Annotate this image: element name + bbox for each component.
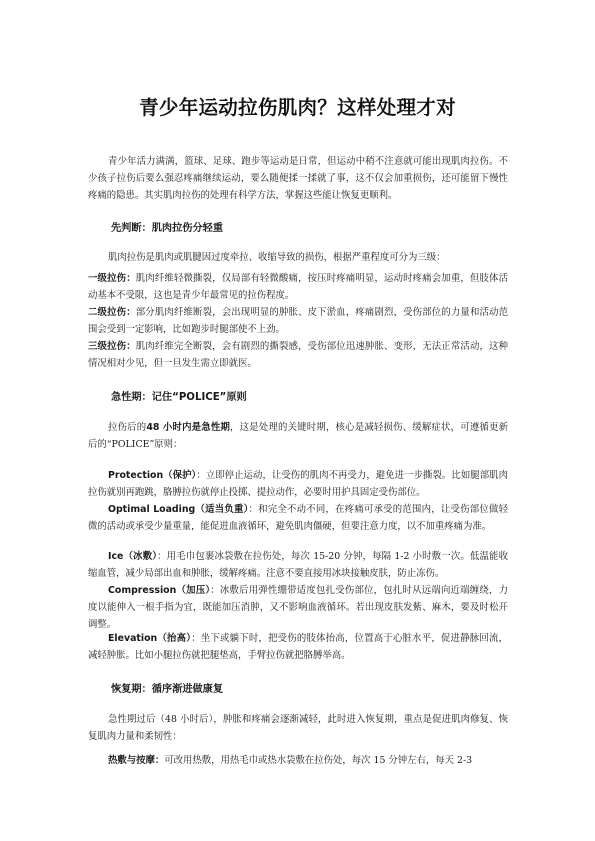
- grade-three-text: 肌肉纤维完全断裂，会有剧烈的撕裂感，受伤部位迅速肿胀、变形，无法正常活动，这种情况相对少见，但一旦发生需立即就医。: [88, 341, 508, 369]
- section-heading-assessment: 先判断：肌肉拉伤分轻重: [111, 223, 224, 234]
- intro-paragraph: 青少年活力满满，篮球、足球、跑步等运动是日常，但运动中稍不注意就可能出现肌肉拉伤。不少孩子拉伤后要么强忍疼痛继续运动，要么随便揉一揉就了事，这不仅会加重损伤，还可能留下慢性疼痛的隐患。其实肌肉拉伤的处理有科学方法，掌握这些能让恢复更顺利。: [88, 156, 508, 201]
- section-heading-acute: 急性期：记住“POLICE”原则: [111, 392, 247, 403]
- grade-two-paragraph: [88, 304, 508, 338]
- protection-paragraph: [88, 467, 508, 501]
- compression-label: Compression（加压）: [108, 585, 211, 596]
- heat-massage-text: 可改用热敷，用热毛巾或热水袋敷在拉伤处，每次 15 分钟左右，每天 2-3: [164, 755, 473, 766]
- grade-three-label: 三级拉伤：: [88, 341, 136, 352]
- optimal-loading-paragraph: [88, 501, 508, 535]
- protection-text: ：立即停止运动，让受伤的肌肉不再受力，避免进一步撕裂。比如腿部肌肉拉伤就别再跑跳，胳膊拉伤就停止投掷、提拉动作，必要时用护具固定受伤部位。: [88, 470, 508, 498]
- grade-one-label: 一级拉伤：: [88, 273, 136, 284]
- section-heading-recovery: 恢复期：循序渐进做康复: [111, 684, 224, 695]
- acute-lead-post: ，这是处理的关键时期，核心是减轻损伤、缓解症状，可遵循更新后的“POLICE”原则：: [88, 422, 508, 450]
- recovery-lead: 急性期过后（48 小时后），肿胀和疼痛会逐渐减轻，此时进入恢复期，重点是促进肌肉修复、恢复肌肉力量和柔韧性：: [88, 714, 508, 742]
- elevation-label: Elevation（抬高）: [108, 633, 192, 644]
- ice-paragraph: [88, 548, 508, 582]
- elevation-text: ：坐下或躺下时，把受伤的肢体抬高，位置高于心脏水平，促进静脉回流，减轻肿胀。比如小腿拉伤就把腿垫高，手臂拉伤就把胳膊举高。: [88, 633, 509, 661]
- grade-one-paragraph: [88, 270, 508, 304]
- ice-label: Ice（冰敷）: [108, 551, 158, 562]
- compression-text: ：冰敷后用弹性绷带适度包扎受伤部位，包扎时从远端向近端缠绕，力度以能伸入一根手指为宜，既能加压消肿，又不影响血液循环。若出现皮肤发紫、麻木，要及时松开调整。: [88, 585, 508, 630]
- acute-lead-bold: 48 小时内是急性期: [146, 422, 231, 433]
- grade-two-text: 部分肌肉纤维断裂，会出现明显的肿胀、皮下淤血，疼痛剧烈，受伤部位的力量和活动范围会受到一定影响，比如跑步时腿部使不上劲。: [88, 307, 508, 335]
- page-title: 青少年运动拉伤肌肉？这样处理才对: [139, 96, 456, 119]
- acute-lead-pre: 拉伤后的: [108, 422, 147, 433]
- assessment-lead: 肌肉拉伤是肌肉或肌腱因过度牵拉、收缩导致的损伤，根据严重程度可分为三级：: [108, 252, 446, 263]
- grade-three-paragraph: [88, 338, 508, 372]
- optimal-loading-label: Optimal Loading（适当负重）: [108, 504, 249, 515]
- protection-label: Protection（保护）: [108, 470, 197, 481]
- acute-lead: [88, 419, 508, 453]
- heat-massage-label: 热敷与按摩：: [108, 755, 165, 766]
- ice-text: ：用毛巾包裹冰袋敷在拉伤处，每次 15-20 分钟，每隔 1-2 小时敷一次。低温能收缩血管，减少局部出血和肿胀，缓解疼痛。注意不要直接用冰块接触皮肤，防止冻伤。: [88, 551, 508, 579]
- grade-two-label: 二级拉伤：: [88, 307, 136, 318]
- heat-massage-paragraph: [88, 752, 508, 769]
- grade-one-text: 肌肉纤维轻微撕裂，仅局部有轻微酸痛，按压时疼痛明显，运动时疼痛会加重，但肢体活动基本不受限，这也是青少年最常见的拉伤程度。: [88, 273, 508, 301]
- optimal-loading-text: ：和完全不动不同，在疼痛可承受的范围内，让受伤部位做轻微的活动或承受少量重量，能促进血液循环，避免肌肉僵硬，但要注意力度，以不加重疼痛为准。: [88, 504, 508, 532]
- compression-paragraph: [88, 582, 508, 633]
- elevation-paragraph: [88, 630, 508, 664]
